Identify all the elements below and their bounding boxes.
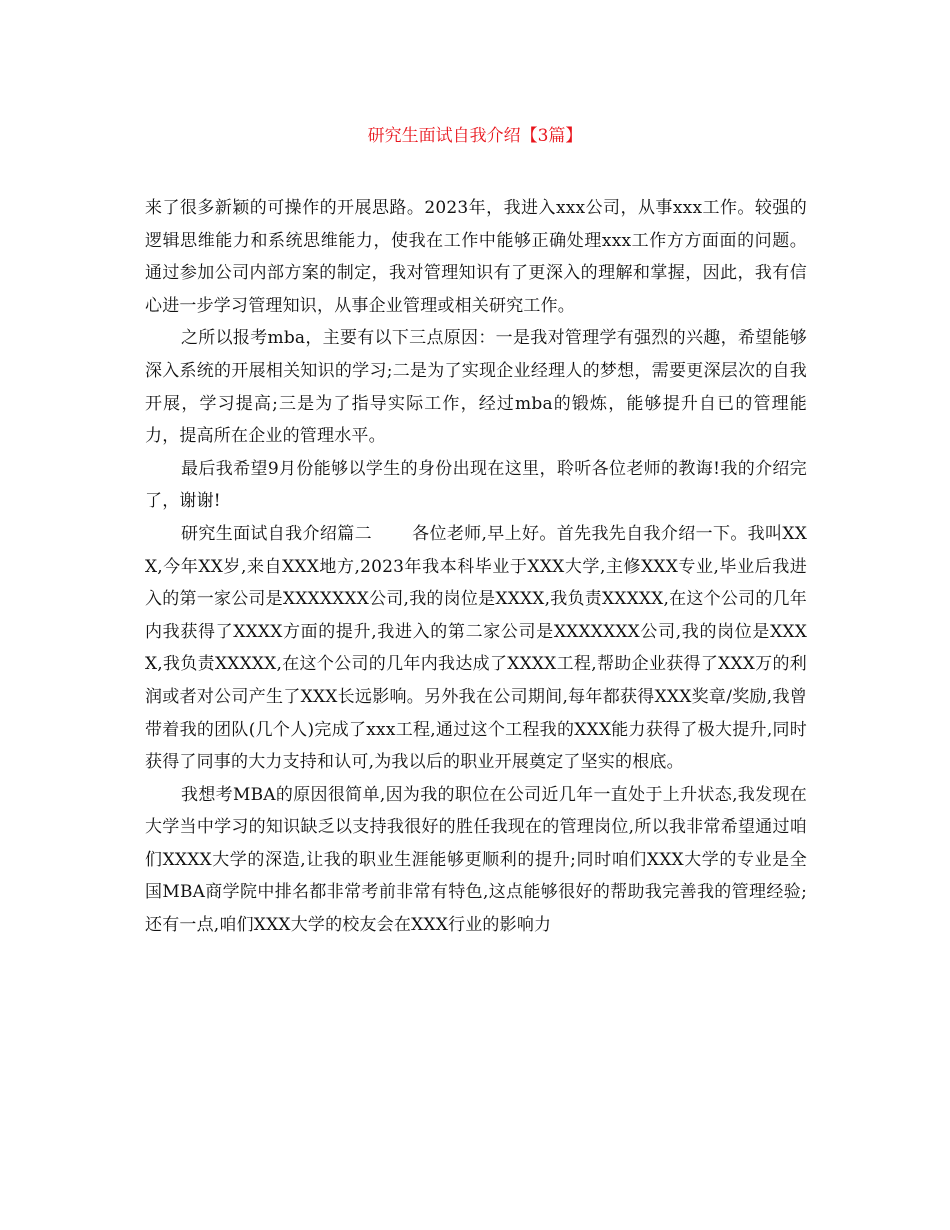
section-two-heading: 研究生面试自我介绍篇二 [181,523,372,544]
paragraph-mba-reasons: 之所以报考mba，主要有以下三点原因：一是我对管理学有强烈的兴趣，希望能够深入系统的开展相关知识的学习;二是为了实现企业经理人的梦想，需要更深层次的自我开展，学习提高;三是为了指导实际工作，经过mba的锻炼，能够提升自已的管理能力，提高所在企业的管理水平。 [145,328,807,447]
paragraph-section-two [145,518,807,779]
paragraph-closing-thanks: 最后我希望9月份能够以学生的身份出现在这里，聆听各位老师的教诲!我的介绍完了，谢谢! [145,458,807,512]
page-title: 研究生面试自我介绍【3篇】 [367,126,583,146]
paragraph-mba-motivation: 我想考MBA的原因很简单,因为我的职位在公司近几年一直处于上升状态,我发现在大学当中学习的知识缺乏以支持我很好的胜任我现在的管理岗位,所以我非常希望通过咱们XXXX大学的深造,让我的职业生涯能够更顺利的提升;同时咱们XXX大学的专业是全国MBA商学院中排名都非常考前非常有特色,这点能够很好的帮助我完善我的管理经验;还有一点,咱们XXX大学的校友会在XXX行业的影响力 [145,784,807,936]
paragraph-continuation: 来了很多新颖的可操作的开展思路。2023年，我进入xxx公司，从事xxx工作。较强的逻辑思维能力和系统思维能力，使我在工作中能够正确处理xxx工作方方面面的问题。通过参加公司内部方案的制定，我对管理知识有了更深入的理解和掌握，因此，我有信心进一步学习管理知识，从事企业管理或相关研究工作。 [145,198,807,316]
document-body [145,192,807,942]
section-two-text: 各位老师,早上好。首先我先自我介绍一下。我叫XXX,今年XX岁,来自XXX地方,2023年我本科毕业于XXX大学,主修XXX专业,毕业后我进入的第一家公司是XXXXXXX公司,我的岗位是XXXX,我负责XXXXX,在这个公司的几年内我获得了XXXX方面的提升,我进入的第二家公司是XXXXXXX公司,我的岗位是XXXX,我负责XXXXX,在这个公司的几年内我达成了XXXX工程,帮助企业获得了XXX万的利润或者对公司产生了XXX长远影响。另外我在公司期间,每年都获得XXX奖章/奖励,我曾带着我的团队(几个人)完成了xxx工程,通过这个工程我的XXX能力获得了极大提升,同时获得了同事的大力支持和认可,为我以后的职业开展奠定了坚实的根底。 [145,523,807,773]
